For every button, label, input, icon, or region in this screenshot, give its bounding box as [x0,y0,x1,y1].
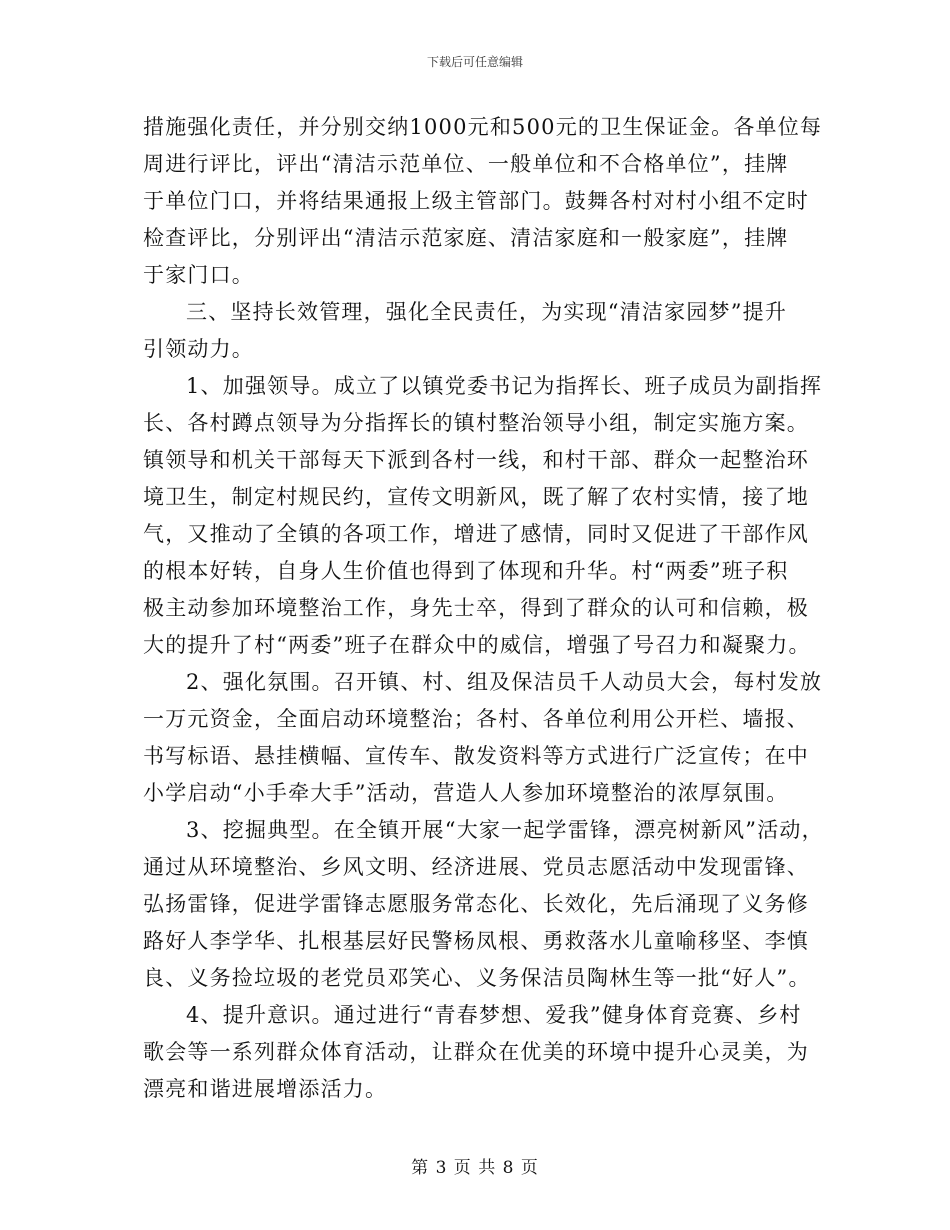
body-line: 4、提升意识。通过进行“青春梦想、爱我”健身体育竞赛、乡村 [186,1003,802,1027]
body-line: 一万元资金，全面启动环境整治；各村、各单位利用公开栏、墙报、 [143,707,809,731]
section-heading-line: 引领动力。 [143,337,254,361]
body-line: 良、义务捡垃圾的老党员邓笑心、义务保洁员陶林生等一批“好人”。 [143,966,811,990]
body-line: 漂亮和谐进展增添活力。 [143,1077,388,1101]
body-line: 于单位门口，并将结果通报上级主管部门。鼓舞各村对村小组不定时 [143,189,809,213]
body-line: 大的提升了村“两委”班子在群众中的威信，增强了号召力和凝聚力。 [143,633,811,657]
page-number-footer: 第 3 页 共 8 页 [411,1158,539,1178]
body-line: 3、挖掘典型。在全镇开展“大家一起学雷锋，漂亮树新风”活动， [186,818,824,842]
body-line: 路好人李学华、扎根基层好民警杨凤根、勇救落水儿童喻移坚、李慎 [143,929,809,953]
body-line: 小学启动“小手牵大手”活动，营造人人参加环境整治的浓厚氛围。 [143,781,789,805]
body-line: 歌会等一系列群众体育活动，让群众在优美的环境中提升心灵美，为 [143,1040,809,1064]
body-line: 书写标语、悬挂横幅、宣传车、散发资料等方式进行广泛宣传；在中 [143,744,809,768]
page-header: 下载后可任意编辑 [426,55,523,69]
body-line: 气，又推动了全镇的各项工作，增进了感情，同时又促进了干部作风 [143,522,809,546]
section-heading-line: 三、坚持长效管理，强化全民责任，为实现“清洁家园梦”提升 [186,300,788,324]
body-line: 境卫生，制定村规民约，宣传文明新风，既了解了农村实情，接了地 [143,485,809,509]
body-line: 镇领导和机关干部每天下派到各村一线，和村干部、群众一起整治环 [143,448,809,472]
body-line: 极主动参加环境整治工作，身先士卒，得到了群众的认可和信赖，极 [143,596,809,620]
body-line: 2、强化氛围。召开镇、村、组及保洁员千人动员大会，每村发放 [186,670,823,694]
body-line: 于家门口。 [143,263,254,287]
body-line: 1、加强领导。成立了以镇党委书记为指挥长、班子成员为副指挥 [186,374,823,398]
body-line: 周进行评比，评出“清洁示范单位、一般单位和不合格单位”，挂牌 [143,152,789,176]
body-line: 弘扬雷锋，促进学雷锋志愿服务常态化、长效化，先后涌现了义务修 [143,892,809,916]
body-line: 检查评比，分别评出“清洁示范家庭、清洁家庭和一般家庭”，挂牌 [143,226,789,250]
body-line: 通过从环境整治、乡风文明、经济进展、党员志愿活动中发现雷锋、 [143,855,809,879]
body-line: 长、各村蹲点领导为分指挥长的镇村整治领导小组，制定实施方案。 [143,411,809,435]
body-line: 措施强化责任，并分别交纳1000元和500元的卫生保证金。各单位每 [143,115,823,139]
body-line: 的根本好转，自身人生价值也得到了体现和升华。村“两委”班子积 [143,559,789,583]
